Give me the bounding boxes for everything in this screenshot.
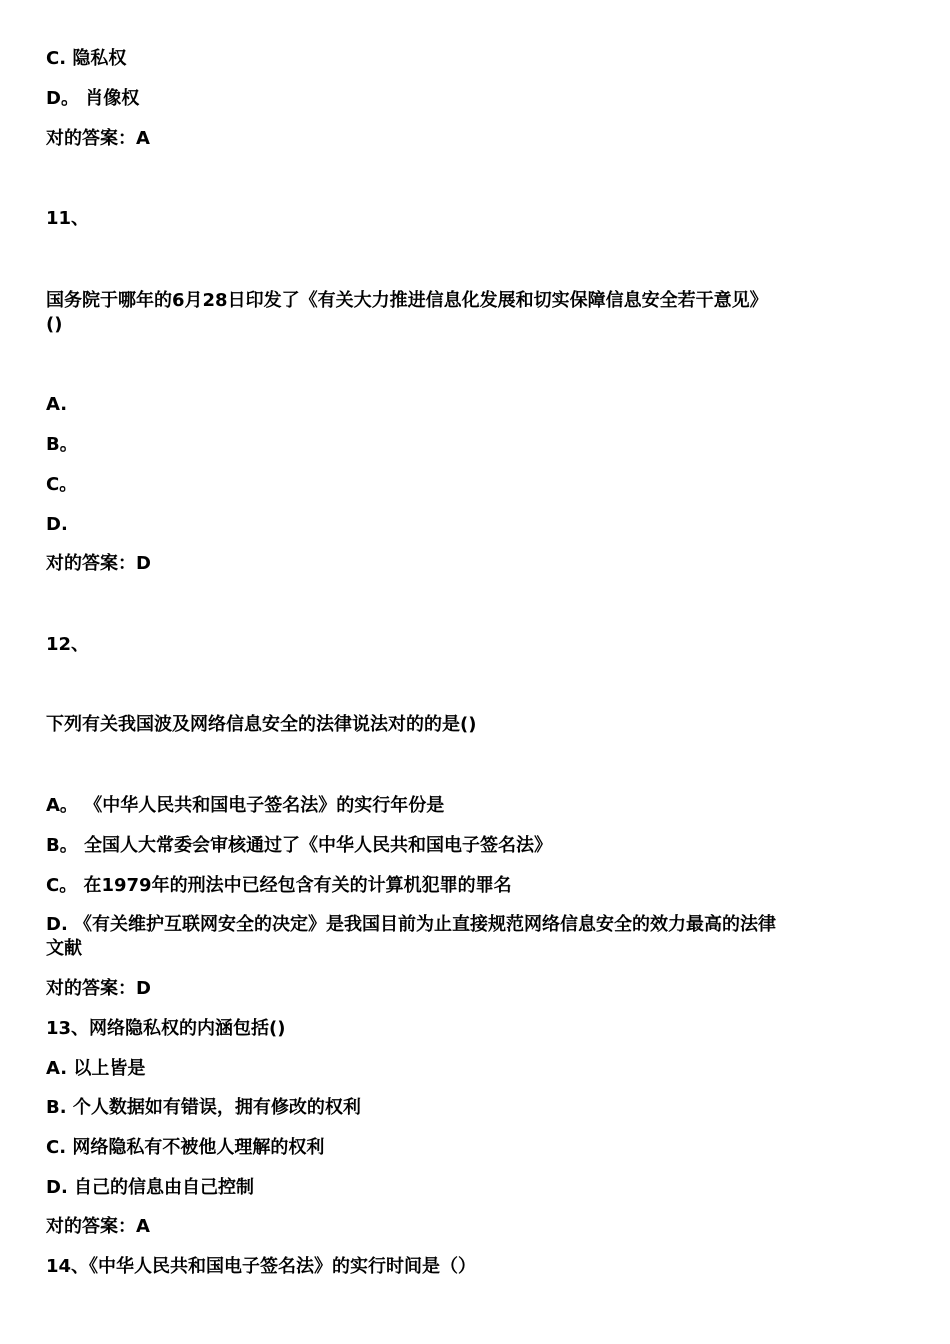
- q10-answer: 对的答案：A: [46, 128, 150, 149]
- q12-option-a: A。 《中华人民共和国电子签名法》的实行年份是: [46, 795, 445, 816]
- q12-number: 12、: [46, 634, 90, 655]
- q12-option-d-line2: 文献: [46, 938, 82, 959]
- q13-option-b: B. 个人数据如有错误，拥有修改的权利: [46, 1097, 361, 1118]
- q11-option-b: B。: [46, 434, 78, 455]
- q13-question: 13、网络隐私权的内涵包括(): [46, 1018, 286, 1039]
- q11-option-c: C。: [46, 474, 78, 495]
- q11-option-d: D.: [46, 514, 68, 535]
- q14-question: 14、《中华人民共和国电子签名法》的实行时间是（）: [46, 1256, 477, 1277]
- q13-option-a: A. 以上皆是: [46, 1058, 146, 1079]
- q13-option-c: C. 网络隐私有不被他人理解的权利: [46, 1137, 325, 1158]
- q11-answer: 对的答案：D: [46, 553, 151, 574]
- q11-number: 11、: [46, 208, 90, 229]
- q10-option-c: C. 隐私权: [46, 48, 127, 69]
- q12-option-b: B。 全国人大常委会审核通过了《中华人民共和国电子签名法》: [46, 835, 552, 856]
- q11-option-a: A.: [46, 394, 68, 415]
- q13-answer: 对的答案：A: [46, 1216, 150, 1237]
- q12-answer: 对的答案：D: [46, 978, 151, 999]
- q11-question-line1: 国务院于哪年的6月28日印发了《有关大力推进信息化发展和切实保障信息安全若干意见》: [46, 290, 768, 311]
- q11-question-line2: (): [46, 314, 63, 335]
- q13-option-d: D. 自己的信息由自己控制: [46, 1177, 255, 1198]
- q12-option-c: C。 在1979年的刑法中已经包含有关的计算机犯罪的罪名: [46, 875, 512, 896]
- q12-question: 下列有关我国波及网络信息安全的法律说法对的的是(): [46, 714, 477, 735]
- q10-option-d: D。 肖像权: [46, 88, 140, 109]
- q12-option-d-line1: D. 《有关维护互联网安全的决定》是我国目前为止直接规范网络信息安全的效力最高的法律: [46, 914, 777, 935]
